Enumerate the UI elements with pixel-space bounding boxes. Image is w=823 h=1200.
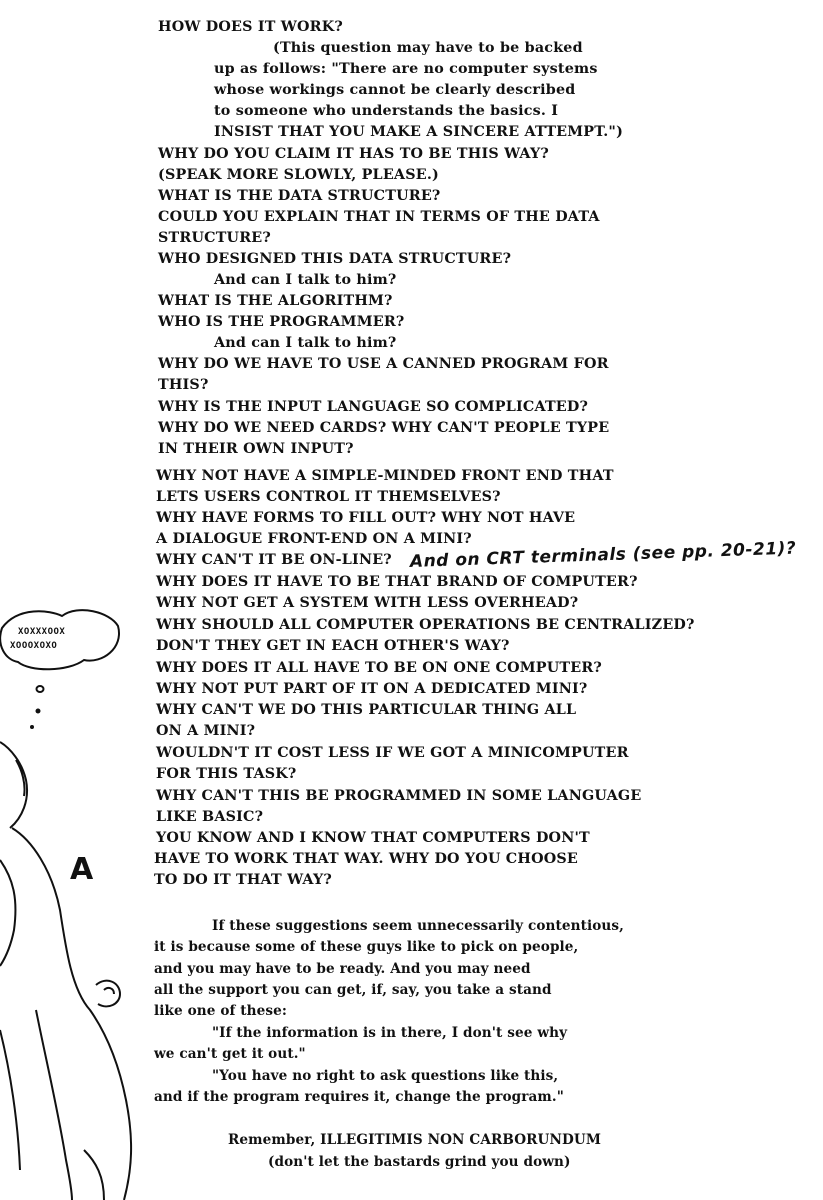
question-line: IN THEIR OWN INPUT?	[158, 441, 354, 457]
paragraph-line: and you may have to be ready. And you may need	[154, 961, 531, 977]
question-line: WHY CAN'T WE DO THIS PARTICULAR THING ALL	[156, 702, 577, 718]
margin-letter: A	[70, 852, 94, 887]
question-line: WHY DO WE NEED CARDS? WHY CAN'T PEOPLE TYPE	[158, 420, 610, 436]
thought-dot-3	[30, 725, 34, 729]
paragraph-line: all the support you can get, if, say, you take a stand	[154, 982, 552, 998]
question-line: And can I talk to him?	[214, 272, 397, 288]
thought-dot-2	[36, 709, 41, 714]
thought-bubble-line-2: XOOOXOXO	[10, 641, 58, 651]
question-line: WHY NOT HAVE A SIMPLE-MINDED FRONT END THAT	[156, 468, 614, 484]
thought-bubble	[0, 610, 119, 669]
question-line: whose workings cannot be clearly described	[214, 82, 576, 98]
question-line: STRUCTURE?	[158, 230, 271, 246]
paragraph-line: it is because some of these guys like to pick on people,	[154, 939, 579, 955]
question-line: DON'T THEY GET IN EACH OTHER'S WAY?	[156, 638, 510, 654]
question-line: WHAT IS THE ALGORITHM?	[158, 293, 393, 309]
question-line: INSIST THAT YOU MAKE A SINCERE ATTEMPT.")	[214, 124, 624, 140]
question-line: TO DO IT THAT WAY?	[154, 872, 332, 888]
question-line: WHY SHOULD ALL COMPUTER OPERATIONS BE CENTRALIZED?	[156, 617, 695, 633]
question-line: WOULDN'T IT COST LESS IF WE GOT A MINICOMPUTER	[156, 745, 629, 761]
paragraph-line: "If the information is in there, I don't see why	[212, 1025, 568, 1041]
question-line: YOU KNOW AND I KNOW THAT COMPUTERS DON'T	[156, 830, 590, 846]
question-line: FOR THIS TASK?	[156, 766, 297, 782]
question-line: WHY NOT GET A SYSTEM WITH LESS OVERHEAD?	[156, 595, 579, 611]
question-line: THIS?	[158, 377, 209, 393]
handwritten-annotation: And on CRT terminals (see pp. 20-21)?	[409, 538, 797, 572]
question-line: WHY DOES IT ALL HAVE TO BE ON ONE COMPUTER?	[156, 660, 603, 676]
paragraph-line: we can't get it out."	[154, 1046, 306, 1062]
closing-motto: Remember, ILLEGITIMIS NON CARBORUNDUM	[228, 1132, 602, 1148]
question-line: WHY DOES IT HAVE TO BE THAT BRAND OF COMPUTER?	[156, 574, 638, 590]
paragraph-line: like one of these:	[154, 1003, 288, 1019]
paragraph-line: "You have no right to ask questions like this,	[212, 1068, 559, 1084]
question-line: WHO IS THE PROGRAMMER?	[158, 314, 405, 330]
paragraph-line: If these suggestions seem unnecessarily contentious,	[212, 918, 624, 934]
question-line: WHY DO WE HAVE TO USE A CANNED PROGRAM FOR	[158, 356, 609, 372]
question-line: WHY HAVE FORMS TO FILL OUT? WHY NOT HAVE	[156, 510, 576, 526]
question-line: ON A MINI?	[156, 723, 256, 739]
question-line: LIKE BASIC?	[156, 809, 264, 825]
question-line: (This question may have to be backed	[273, 40, 583, 56]
closing-translation: (don't let the bastards grind you down)	[268, 1154, 571, 1170]
question-line: WHY DO YOU CLAIM IT HAS TO BE THIS WAY?	[158, 146, 549, 162]
question-line: (SPEAK MORE SLOWLY, PLEASE.)	[158, 167, 439, 183]
question-line: And can I talk to him?	[214, 335, 397, 351]
question-line: WHY IS THE INPUT LANGUAGE SO COMPLICATED?	[158, 399, 589, 415]
paragraph-line: and if the program requires it, change the program."	[154, 1089, 564, 1105]
question-line: WHY CAN'T THIS BE PROGRAMMED IN SOME LANGUAGE	[156, 788, 642, 804]
thought-bubble-line-1: XOXXXOOX	[18, 627, 66, 637]
question-line: LETS USERS CONTROL IT THEMSELVES?	[156, 489, 501, 505]
question-line: WHY NOT PUT PART OF IT ON A DEDICATED MINI?	[156, 681, 588, 697]
question-line: WHAT IS THE DATA STRUCTURE?	[158, 188, 441, 204]
question-line: A DIALOGUE FRONT-END ON A MINI?	[156, 531, 472, 547]
question-line: WHO DESIGNED THIS DATA STRUCTURE?	[158, 251, 512, 267]
question-line: HOW DOES IT WORK?	[158, 19, 343, 35]
question-line: HAVE TO WORK THAT WAY. WHY DO YOU CHOOSE	[154, 851, 579, 867]
question-line: to someone who understands the basics. I	[214, 103, 559, 119]
question-line: WHY CAN'T IT BE ON-LINE?	[156, 552, 392, 568]
thought-dot-1	[37, 686, 44, 692]
question-line: up as follows: "There are no computer systems	[214, 61, 598, 77]
question-line: COULD YOU EXPLAIN THAT IN TERMS OF THE DATA	[158, 209, 600, 225]
